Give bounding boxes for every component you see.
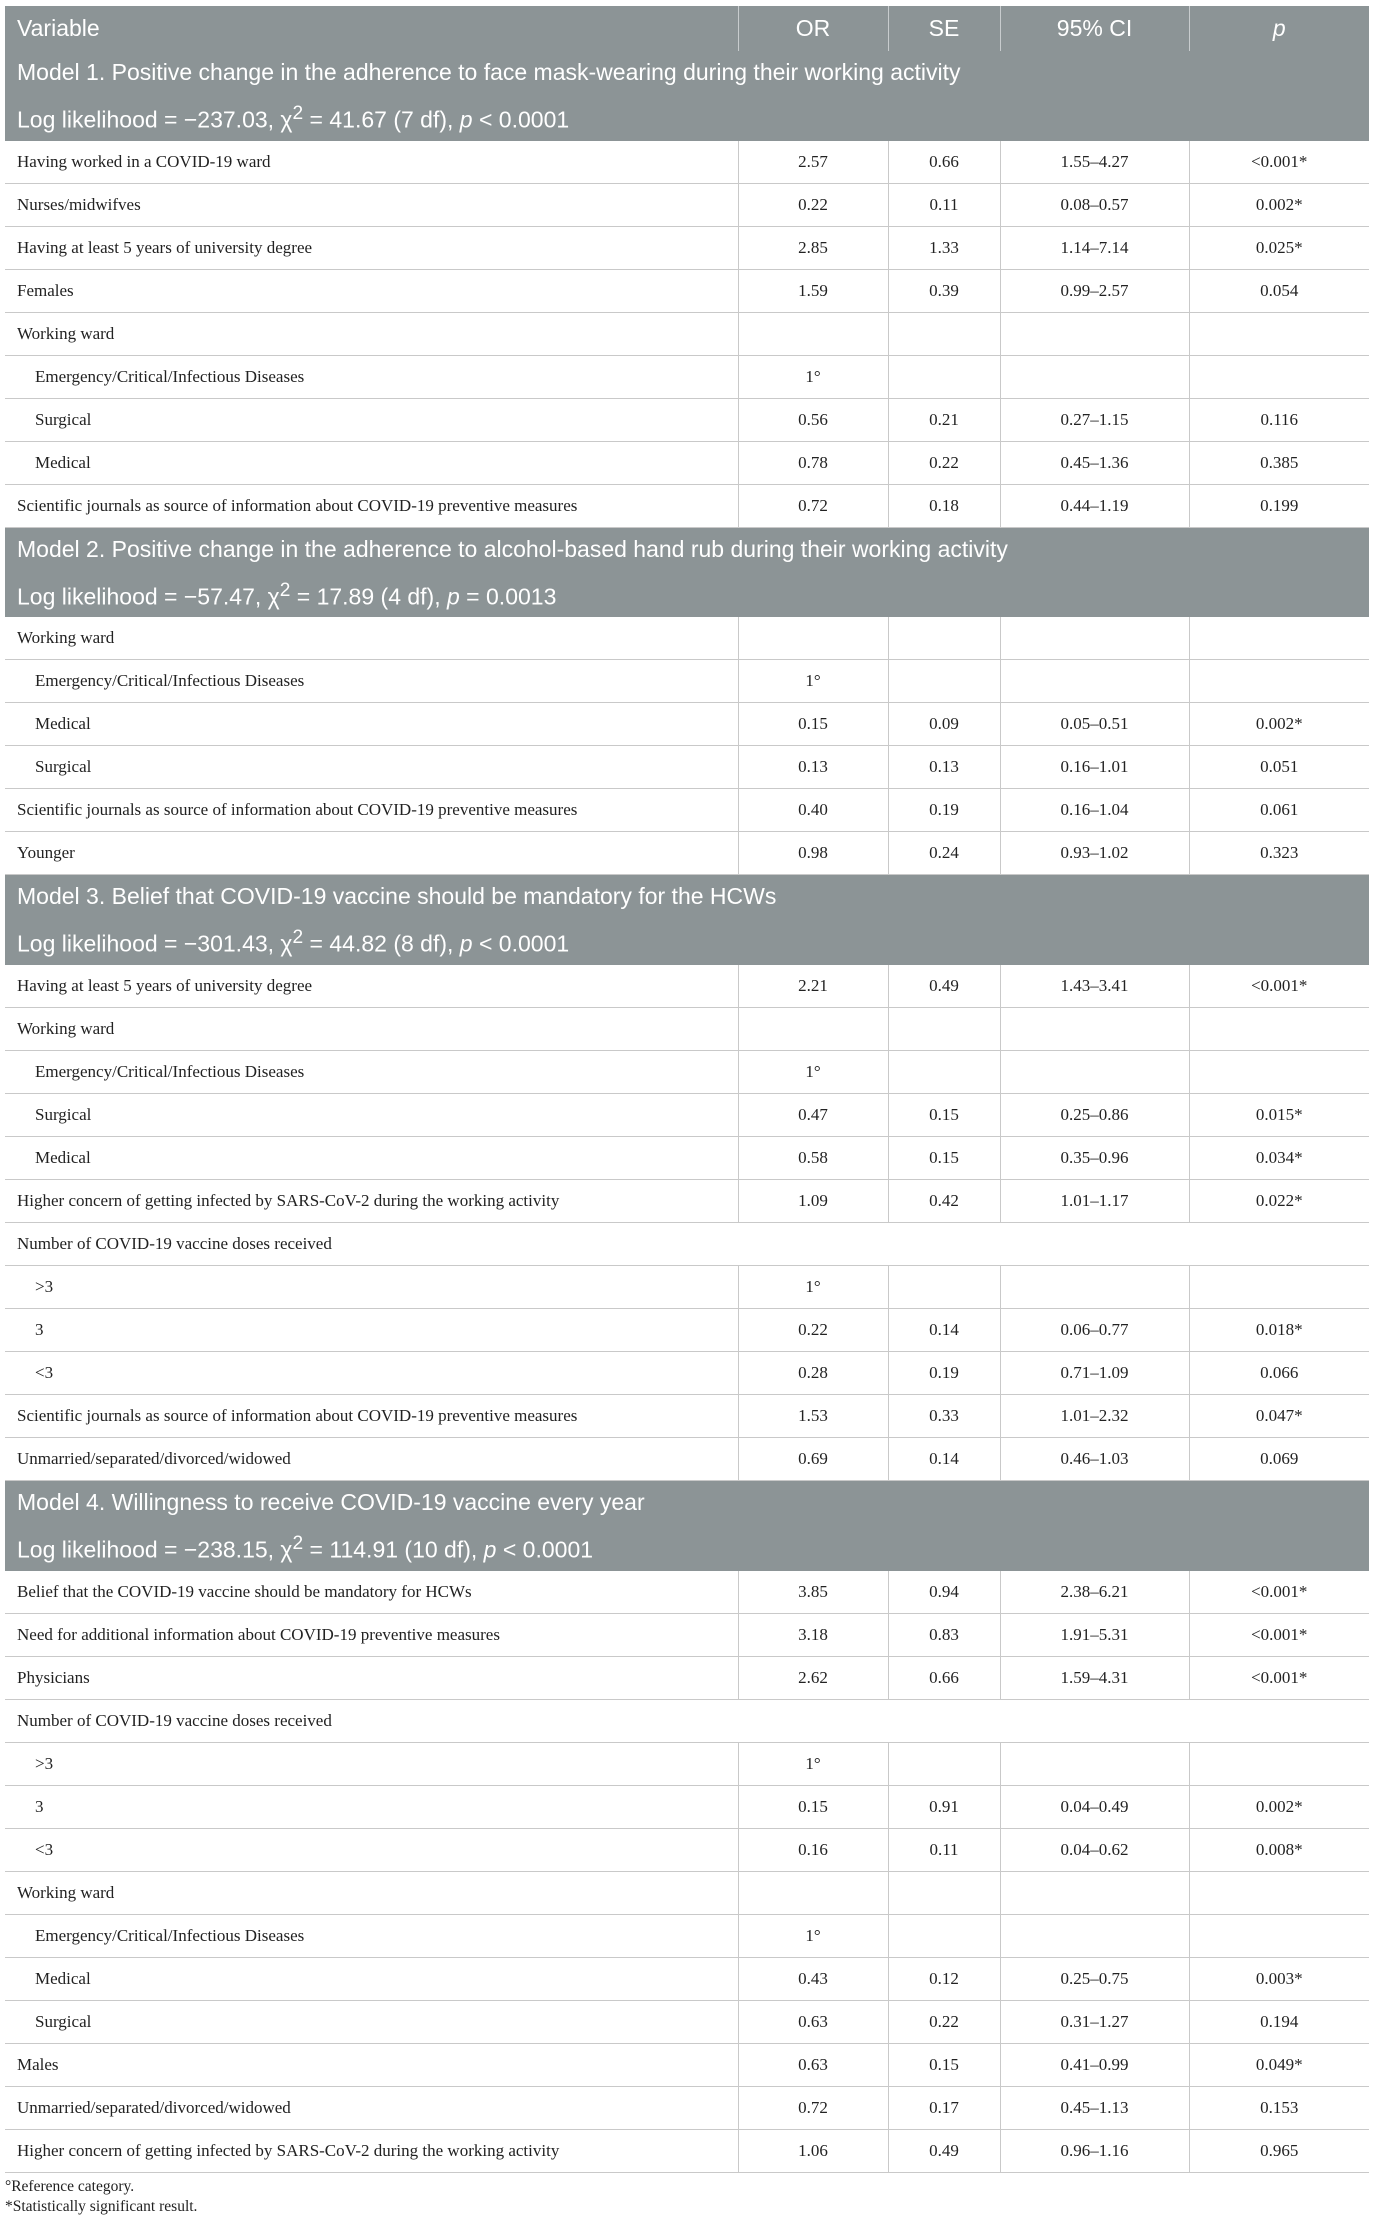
cell-or: 1.59 (738, 269, 888, 312)
cell-se (888, 660, 1000, 703)
cell-or: 0.16 (738, 1828, 888, 1871)
table-row (5, 1656, 1369, 1699)
ll-prefix: Log likelihood = −237.03, χ (17, 106, 293, 133)
cell-or: 1° (738, 355, 888, 398)
cell-ci: 0.99–2.57 (1000, 269, 1189, 312)
cell-p: 0.323 (1189, 832, 1369, 875)
cell-variable: Medical (5, 1957, 738, 2000)
cell-ci: 0.16–1.04 (1000, 789, 1189, 832)
table-row (5, 1871, 1369, 1914)
table-row (5, 1571, 1369, 1614)
table-row (5, 1179, 1369, 1222)
cell-ci: 0.93–1.02 (1000, 832, 1189, 875)
cell-se (888, 1742, 1000, 1785)
cell-se: 0.39 (888, 269, 1000, 312)
cell-or: 0.63 (738, 2043, 888, 2086)
cell-se (888, 312, 1000, 355)
cell-variable: Working ward (5, 617, 738, 660)
cell-or: 0.13 (738, 746, 888, 789)
cell-ci: 0.25–0.86 (1000, 1093, 1189, 1136)
header-variable: Variable (5, 6, 738, 51)
cell-p: 0.022* (1189, 1179, 1369, 1222)
cell-se: 0.49 (888, 965, 1000, 1008)
table-row (5, 269, 1369, 312)
cell-se (888, 1871, 1000, 1914)
cell-ci (1000, 1007, 1189, 1050)
table-header-row (5, 6, 1369, 51)
model-header-row (5, 1480, 1369, 1570)
cell-ci: 0.96–1.16 (1000, 2129, 1189, 2172)
cell-variable: Nurses/midwifves (5, 183, 738, 226)
cell-se: 0.83 (888, 1613, 1000, 1656)
cell-variable: Scientific journals as source of information about COVID-19 preventive measures (5, 789, 738, 832)
cell-se: 0.17 (888, 2086, 1000, 2129)
table-row (5, 1742, 1369, 1785)
cell-p (1189, 1871, 1369, 1914)
cell-p: 0.965 (1189, 2129, 1369, 2172)
table-row (5, 703, 1369, 746)
ll-prefix: Log likelihood = −301.43, χ (17, 930, 293, 957)
cell-ci: 0.45–1.36 (1000, 441, 1189, 484)
cell-se (888, 1914, 1000, 1957)
footnote-reference: °Reference category. (5, 2177, 135, 2195)
model-header-cell (5, 875, 1369, 965)
cell-se (888, 617, 1000, 660)
cell-p: 0.002* (1189, 703, 1369, 746)
cell-variable: Working ward (5, 1871, 738, 1914)
cell-p (1189, 617, 1369, 660)
regression-table (5, 6, 1369, 2173)
cell-se (888, 355, 1000, 398)
model-log-likelihood (17, 917, 1369, 965)
ll-prefix: Log likelihood = −238.15, χ (17, 1536, 293, 1563)
cell-variable: Emergency/Critical/Infectious Diseases (5, 1914, 738, 1957)
cell-p (1189, 1914, 1369, 1957)
cell-ci: 1.14–7.14 (1000, 226, 1189, 269)
cell-p: 0.034* (1189, 1136, 1369, 1179)
cell-se: 0.66 (888, 1656, 1000, 1699)
cell-se: 0.49 (888, 2129, 1000, 2172)
cell-p: 0.008* (1189, 1828, 1369, 1871)
cell-ci (1000, 660, 1189, 703)
cell-variable: 3 (5, 1785, 738, 1828)
cell-or: 0.22 (738, 183, 888, 226)
table-row (5, 789, 1369, 832)
ll-p-value: < 0.0001 (496, 1536, 594, 1563)
cell-ci (1000, 1871, 1189, 1914)
cell-p: <0.001* (1189, 1571, 1369, 1614)
cell-p: 0.051 (1189, 746, 1369, 789)
cell-ci: 0.06–0.77 (1000, 1308, 1189, 1351)
cell-variable: 3 (5, 1308, 738, 1351)
cell-ci: 1.43–3.41 (1000, 965, 1189, 1008)
cell-se: 0.66 (888, 141, 1000, 184)
cell-or: 0.15 (738, 1785, 888, 1828)
cell-variable: >3 (5, 1742, 738, 1785)
cell-se: 0.14 (888, 1308, 1000, 1351)
table-row (5, 2043, 1369, 2086)
table-row (5, 312, 1369, 355)
table-row (5, 2000, 1369, 2043)
table-row (5, 2129, 1369, 2172)
cell-variable: Surgical (5, 746, 738, 789)
cell-se: 1.33 (888, 226, 1000, 269)
cell-ci: 2.38–6.21 (1000, 1571, 1189, 1614)
cell-ci (1000, 1742, 1189, 1785)
cell-variable: Need for additional information about COVID-19 preventive measures (5, 1613, 738, 1656)
cell-ci (1000, 1265, 1189, 1308)
cell-p: <0.001* (1189, 141, 1369, 184)
cell-se: 0.15 (888, 1136, 1000, 1179)
table-row (5, 1394, 1369, 1437)
cell-p: <0.001* (1189, 965, 1369, 1008)
table-row (5, 484, 1369, 527)
table-row (5, 1828, 1369, 1871)
cell-p: 0.194 (1189, 2000, 1369, 2043)
cell-variable: Medical (5, 441, 738, 484)
model-log-likelihood (17, 570, 1369, 618)
cell-se: 0.13 (888, 746, 1000, 789)
ll-p-symbol: p (459, 930, 473, 957)
cell-ci: 1.01–2.32 (1000, 1394, 1189, 1437)
cell-or: 1° (738, 1050, 888, 1093)
cell-p: 0.049* (1189, 2043, 1369, 2086)
cell-or: 1.06 (738, 2129, 888, 2172)
cell-variable: Scientific journals as source of information about COVID-19 preventive measures (5, 1394, 738, 1437)
cell-variable: Surgical (5, 1093, 738, 1136)
cell-se: 0.15 (888, 2043, 1000, 2086)
table-row (5, 183, 1369, 226)
ll-statistic: = 17.89 (4 df), (290, 583, 447, 610)
cell-variable: Physicians (5, 1656, 738, 1699)
cell-se: 0.18 (888, 484, 1000, 527)
model-header-row (5, 875, 1369, 965)
cell-or: 0.15 (738, 703, 888, 746)
cell-p: 0.066 (1189, 1351, 1369, 1394)
cell-or: 2.57 (738, 141, 888, 184)
ll-superscript: 2 (292, 1532, 304, 1554)
cell-p (1189, 1050, 1369, 1093)
model-header-cell (5, 1480, 1369, 1570)
cell-ci: 1.91–5.31 (1000, 1613, 1189, 1656)
footnotes (5, 2177, 1369, 2217)
cell-se: 0.15 (888, 1093, 1000, 1136)
cell-or: 0.22 (738, 1308, 888, 1351)
cell-variable: Males (5, 2043, 738, 2086)
cell-ci: 0.46–1.03 (1000, 1437, 1189, 1480)
table-row (5, 1914, 1369, 1957)
ll-p-symbol: p (483, 1536, 497, 1563)
cell-ci (1000, 355, 1189, 398)
cell-variable: Emergency/Critical/Infectious Diseases (5, 355, 738, 398)
cell-or: 0.72 (738, 484, 888, 527)
ll-statistic: = 41.67 (7 df), (303, 106, 460, 133)
cell-ci (1000, 1050, 1189, 1093)
model-header-row (5, 51, 1369, 141)
table-row (5, 1222, 1369, 1265)
cell-p: 0.002* (1189, 1785, 1369, 1828)
cell-se: 0.19 (888, 789, 1000, 832)
table-row (5, 1699, 1369, 1742)
cell-p: <0.001* (1189, 1613, 1369, 1656)
cell-ci (1000, 617, 1189, 660)
table-row (5, 1050, 1369, 1093)
cell-or: 0.58 (738, 1136, 888, 1179)
table-row (5, 1437, 1369, 1480)
cell-ci: 0.04–0.49 (1000, 1785, 1189, 1828)
model-title: Model 1. Positive change in the adherence to face mask-wearing during their working activity (17, 59, 961, 85)
cell-ci: 0.16–1.01 (1000, 746, 1189, 789)
cell-se: 0.33 (888, 1394, 1000, 1437)
cell-ci: 0.45–1.13 (1000, 2086, 1189, 2129)
cell-se (888, 1050, 1000, 1093)
cell-or: 2.21 (738, 965, 888, 1008)
model-log-likelihood (17, 93, 1369, 141)
cell-variable: Having at least 5 years of university degree (5, 965, 738, 1008)
table-row (5, 1007, 1369, 1050)
cell-or: 0.69 (738, 1437, 888, 1480)
cell-se: 0.11 (888, 1828, 1000, 1871)
cell-se: 0.22 (888, 441, 1000, 484)
model-header-row (5, 527, 1369, 617)
cell-p: <0.001* (1189, 1656, 1369, 1699)
cell-ci: 0.05–0.51 (1000, 703, 1189, 746)
cell-or: 1° (738, 1914, 888, 1957)
cell-variable: Females (5, 269, 738, 312)
cell-p: 0.199 (1189, 484, 1369, 527)
cell-ci: 1.59–4.31 (1000, 1656, 1189, 1699)
cell-ci: 0.35–0.96 (1000, 1136, 1189, 1179)
table-row (5, 1613, 1369, 1656)
model-title: Model 2. Positive change in the adherence to alcohol-based hand rub during their working activity (17, 535, 1008, 562)
ll-p-value: = 0.0013 (459, 583, 557, 610)
cell-or: 0.40 (738, 789, 888, 832)
model-header-cell (5, 527, 1369, 617)
cell-p: 0.116 (1189, 398, 1369, 441)
cell-p: 0.003* (1189, 1957, 1369, 2000)
header-se: SE (888, 6, 1000, 51)
cell-variable: Higher concern of getting infected by SARS-CoV-2 during the working activity (5, 2129, 738, 2172)
table-row (5, 226, 1369, 269)
cell-se: 0.22 (888, 2000, 1000, 2043)
table-row (5, 355, 1369, 398)
cell-or: 3.85 (738, 1571, 888, 1614)
cell-variable: Younger (5, 832, 738, 875)
cell-variable: Surgical (5, 398, 738, 441)
cell-ci: 0.27–1.15 (1000, 398, 1189, 441)
table-row (5, 832, 1369, 875)
cell-p (1189, 1265, 1369, 1308)
cell-ci: 0.25–0.75 (1000, 1957, 1189, 2000)
cell-se: 0.91 (888, 1785, 1000, 1828)
cell-p (1189, 1742, 1369, 1785)
cell-se (888, 1007, 1000, 1050)
cell-p: 0.061 (1189, 789, 1369, 832)
cell-or (738, 1871, 888, 1914)
cell-p: 0.054 (1189, 269, 1369, 312)
cell-p (1189, 660, 1369, 703)
cell-or: 2.62 (738, 1656, 888, 1699)
cell-ci: 0.04–0.62 (1000, 1828, 1189, 1871)
table-row (5, 1957, 1369, 2000)
cell-p: 0.015* (1189, 1093, 1369, 1136)
table-row (5, 1265, 1369, 1308)
table-row (5, 398, 1369, 441)
cell-ci: 0.44–1.19 (1000, 484, 1189, 527)
ll-p-symbol: p (459, 106, 473, 133)
cell-ci: 0.08–0.57 (1000, 183, 1189, 226)
model-log-likelihood (17, 1523, 1369, 1571)
model-title: Model 4. Willingness to receive COVID-19 vaccine every year (17, 1488, 645, 1515)
cell-variable: Working ward (5, 1007, 738, 1050)
cell-or: 0.43 (738, 1957, 888, 2000)
cell-p: 0.385 (1189, 441, 1369, 484)
cell-p (1189, 1007, 1369, 1050)
cell-se: 0.24 (888, 832, 1000, 875)
cell-ci: 0.31–1.27 (1000, 2000, 1189, 2043)
ll-p-value: < 0.0001 (472, 930, 570, 957)
cell-variable: Surgical (5, 2000, 738, 2043)
cell-variable: Medical (5, 703, 738, 746)
cell-p: 0.025* (1189, 226, 1369, 269)
header-or: OR (738, 6, 888, 51)
ll-p-value: < 0.0001 (472, 106, 570, 133)
table-row (5, 1351, 1369, 1394)
cell-or: 3.18 (738, 1613, 888, 1656)
cell-variable: >3 (5, 1265, 738, 1308)
cell-p: 0.153 (1189, 2086, 1369, 2129)
cell-or (738, 312, 888, 355)
cell-ci: 1.55–4.27 (1000, 141, 1189, 184)
cell-p: 0.047* (1189, 1394, 1369, 1437)
table-row (5, 1136, 1369, 1179)
ll-prefix: Log likelihood = −57.47, χ (17, 583, 280, 610)
cell-se: 0.09 (888, 703, 1000, 746)
cell-or (738, 617, 888, 660)
table-row (5, 1308, 1369, 1351)
cell-se (888, 1265, 1000, 1308)
cell-variable: Belief that the COVID-19 vaccine should be mandatory for HCWs (5, 1571, 738, 1614)
cell-or: 0.56 (738, 398, 888, 441)
cell-variable: Unmarried/separated/divorced/widowed (5, 2086, 738, 2129)
cell-variable: Having at least 5 years of university degree (5, 226, 738, 269)
table-row (5, 441, 1369, 484)
table-row (5, 746, 1369, 789)
cell-variable: Having worked in a COVID-19 ward (5, 141, 738, 184)
cell-or: 0.98 (738, 832, 888, 875)
table-row (5, 1093, 1369, 1136)
cell-p (1189, 355, 1369, 398)
table-row (5, 965, 1369, 1008)
cell-or: 0.28 (738, 1351, 888, 1394)
cell-variable: <3 (5, 1351, 738, 1394)
header-p: p (1189, 6, 1369, 51)
cell-p: 0.069 (1189, 1437, 1369, 1480)
cell-p: 0.018* (1189, 1308, 1369, 1351)
cell-or: 0.63 (738, 2000, 888, 2043)
cell-variable: Working ward (5, 312, 738, 355)
ll-statistic: = 114.91 (10 df), (303, 1536, 484, 1563)
cell-variable: Emergency/Critical/Infectious Diseases (5, 1050, 738, 1093)
regression-table-container (5, 6, 1369, 2217)
table-body (5, 51, 1369, 2172)
cell-or: 1.53 (738, 1394, 888, 1437)
cell-ci: 0.71–1.09 (1000, 1351, 1189, 1394)
cell-se: 0.94 (888, 1571, 1000, 1614)
cell-p: 0.002* (1189, 183, 1369, 226)
cell-ci: 1.01–1.17 (1000, 1179, 1189, 1222)
table-row (5, 660, 1369, 703)
ll-superscript: 2 (292, 927, 304, 949)
table-row (5, 617, 1369, 660)
ll-superscript: 2 (279, 579, 291, 601)
header-ci: 95% CI (1000, 6, 1189, 51)
cell-or: 0.78 (738, 441, 888, 484)
cell-ci (1000, 312, 1189, 355)
cell-ci (1000, 1914, 1189, 1957)
cell-or (738, 1007, 888, 1050)
model-header-cell (5, 51, 1369, 141)
table-row (5, 141, 1369, 184)
cell-or: 0.72 (738, 2086, 888, 2129)
ll-statistic: = 44.82 (8 df), (303, 930, 460, 957)
cell-or: 1° (738, 1265, 888, 1308)
cell-se: 0.11 (888, 183, 1000, 226)
footnote-significance: *Statistically significant result. (5, 2197, 198, 2215)
table-row (5, 1785, 1369, 1828)
ll-p-symbol: p (447, 583, 460, 610)
cell-variable: Higher concern of getting infected by SARS-CoV-2 during the working activity (5, 1179, 738, 1222)
model-title: Model 3. Belief that COVID-19 vaccine should be mandatory for the HCWs (17, 883, 777, 910)
cell-variable: Emergency/Critical/Infectious Diseases (5, 660, 738, 703)
cell-ci: 0.41–0.99 (1000, 2043, 1189, 2086)
cell-variable: Unmarried/separated/divorced/widowed (5, 1437, 738, 1480)
cell-or: 2.85 (738, 226, 888, 269)
cell-variable: <3 (5, 1828, 738, 1871)
cell-p (1189, 312, 1369, 355)
cell-se: 0.42 (888, 1179, 1000, 1222)
ll-superscript: 2 (292, 103, 304, 124)
cell-se: 0.19 (888, 1351, 1000, 1394)
cell-se: 0.14 (888, 1437, 1000, 1480)
table-row (5, 2086, 1369, 2129)
cell-or: 1° (738, 660, 888, 703)
cell-variable: Number of COVID-19 vaccine doses received (5, 1222, 1369, 1265)
cell-variable: Scientific journals as source of information about COVID-19 preventive measures (5, 484, 738, 527)
cell-or: 1.09 (738, 1179, 888, 1222)
cell-se: 0.21 (888, 398, 1000, 441)
cell-variable: Number of COVID-19 vaccine doses received (5, 1699, 1369, 1742)
cell-or: 1° (738, 1742, 888, 1785)
cell-or: 0.47 (738, 1093, 888, 1136)
cell-variable: Medical (5, 1136, 738, 1179)
cell-se: 0.12 (888, 1957, 1000, 2000)
